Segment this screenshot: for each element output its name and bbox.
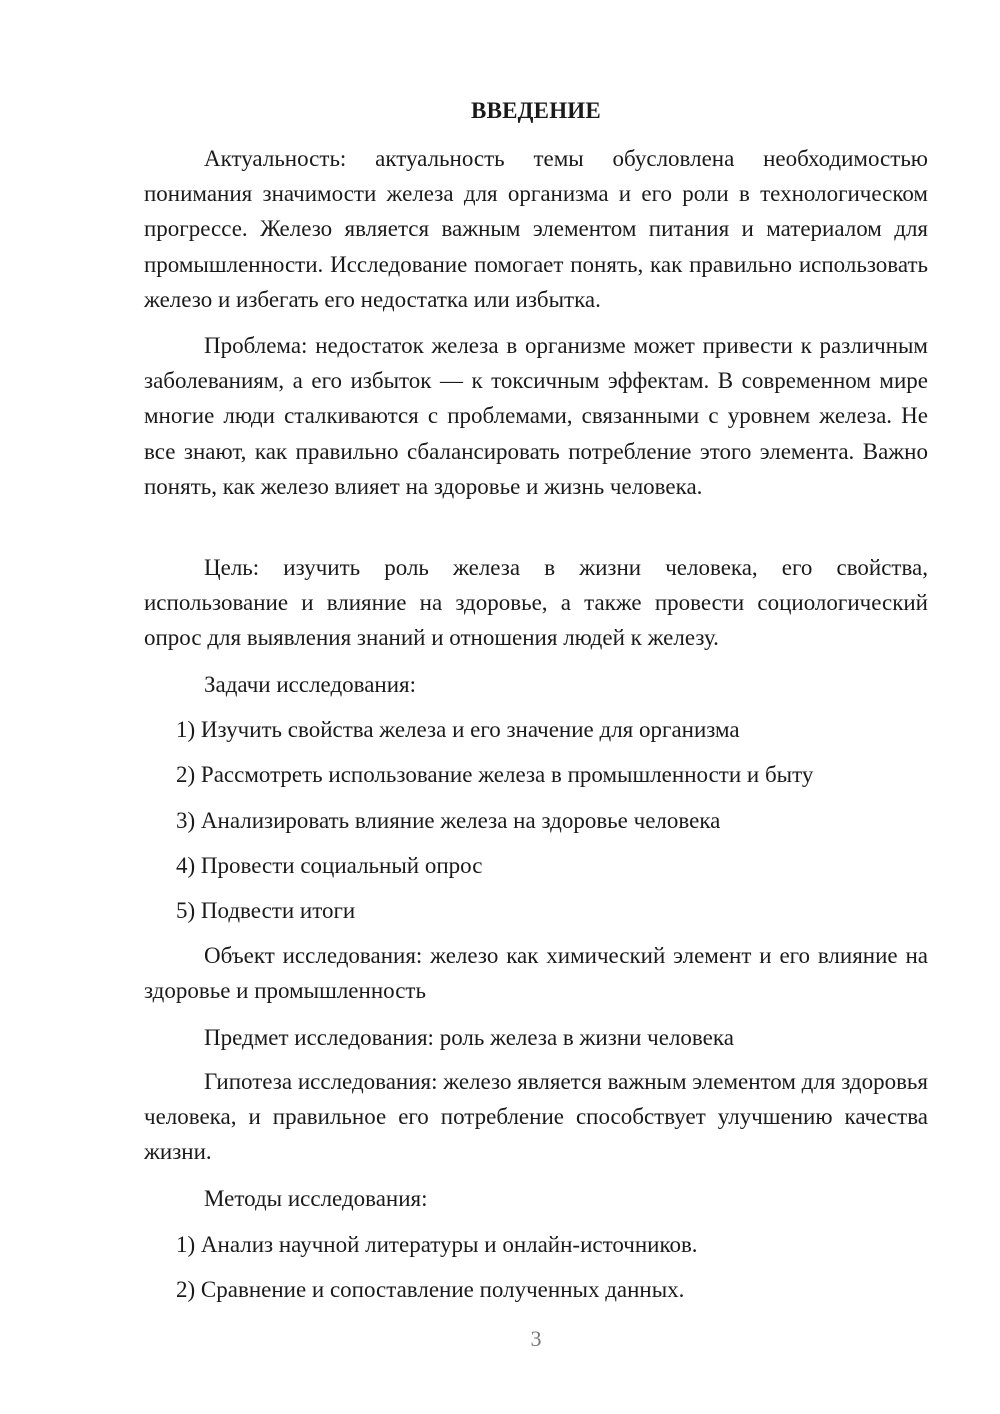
subject-paragraph: Предмет исследования: роль железа в жизни человека <box>204 1025 734 1050</box>
task-item: 4) Провести социальный опрос <box>176 853 483 878</box>
page-title: ВВЕДЕНИЕ <box>471 98 601 123</box>
methods-label: Методы исследования: <box>204 1186 428 1211</box>
hypothesis-paragraph: Гипотеза исследования: железо является важным элементом для здоровья человека, и правильное его потребление способствует улучшению качества жизни. <box>144 1069 928 1165</box>
document-page <box>144 0 928 1414</box>
task-item: 3) Анализировать влияние железа на здоровье человека <box>176 808 721 833</box>
goal-paragraph: Цель: изучить роль железа в жизни человека, его свойства, использование и влияние на здоровье, а также провести социологический опрос для выявления знаний и отношения людей к железу. <box>144 555 928 651</box>
method-item: 2) Сравнение и сопоставление полученных данных. <box>176 1277 685 1302</box>
method-item: 1) Анализ научной литературы и онлайн-источников. <box>176 1232 698 1257</box>
task-item: 5) Подвести итоги <box>176 898 356 923</box>
task-item: 2) Рассмотреть использование железа в промышленности и быту <box>176 762 814 787</box>
relevance-paragraph: Актуальность: актуальность темы обусловлена необходимостью понимания значимости железа для организма и его роли в технологическом прогрессе. Железо является важным элементом питания и материалом для промышленности. Исследование помогает понять, как правильно использовать железо и избегать его недостатка или избытка. <box>144 146 928 312</box>
object-paragraph: Объект исследования: железо как химический элемент и его влияние на здоровье и промышленность <box>144 943 928 1004</box>
page-number: 3 <box>530 1326 542 1351</box>
task-item: 1) Изучить свойства железа и его значение для организма <box>176 717 740 742</box>
tasks-label: Задачи исследования: <box>204 672 417 697</box>
problem-paragraph: Проблема: недостаток железа в организме может привести к различным заболеваниям, а его избыток — к токсичным эффектам. В современном мире многие люди сталкиваются с проблемами, связанными с уровнем железа. Не все знают, как правильно сбалансировать потребление этого элемента. Важно понять, как железо влияет на здоровье и жизнь человека. <box>144 333 928 499</box>
